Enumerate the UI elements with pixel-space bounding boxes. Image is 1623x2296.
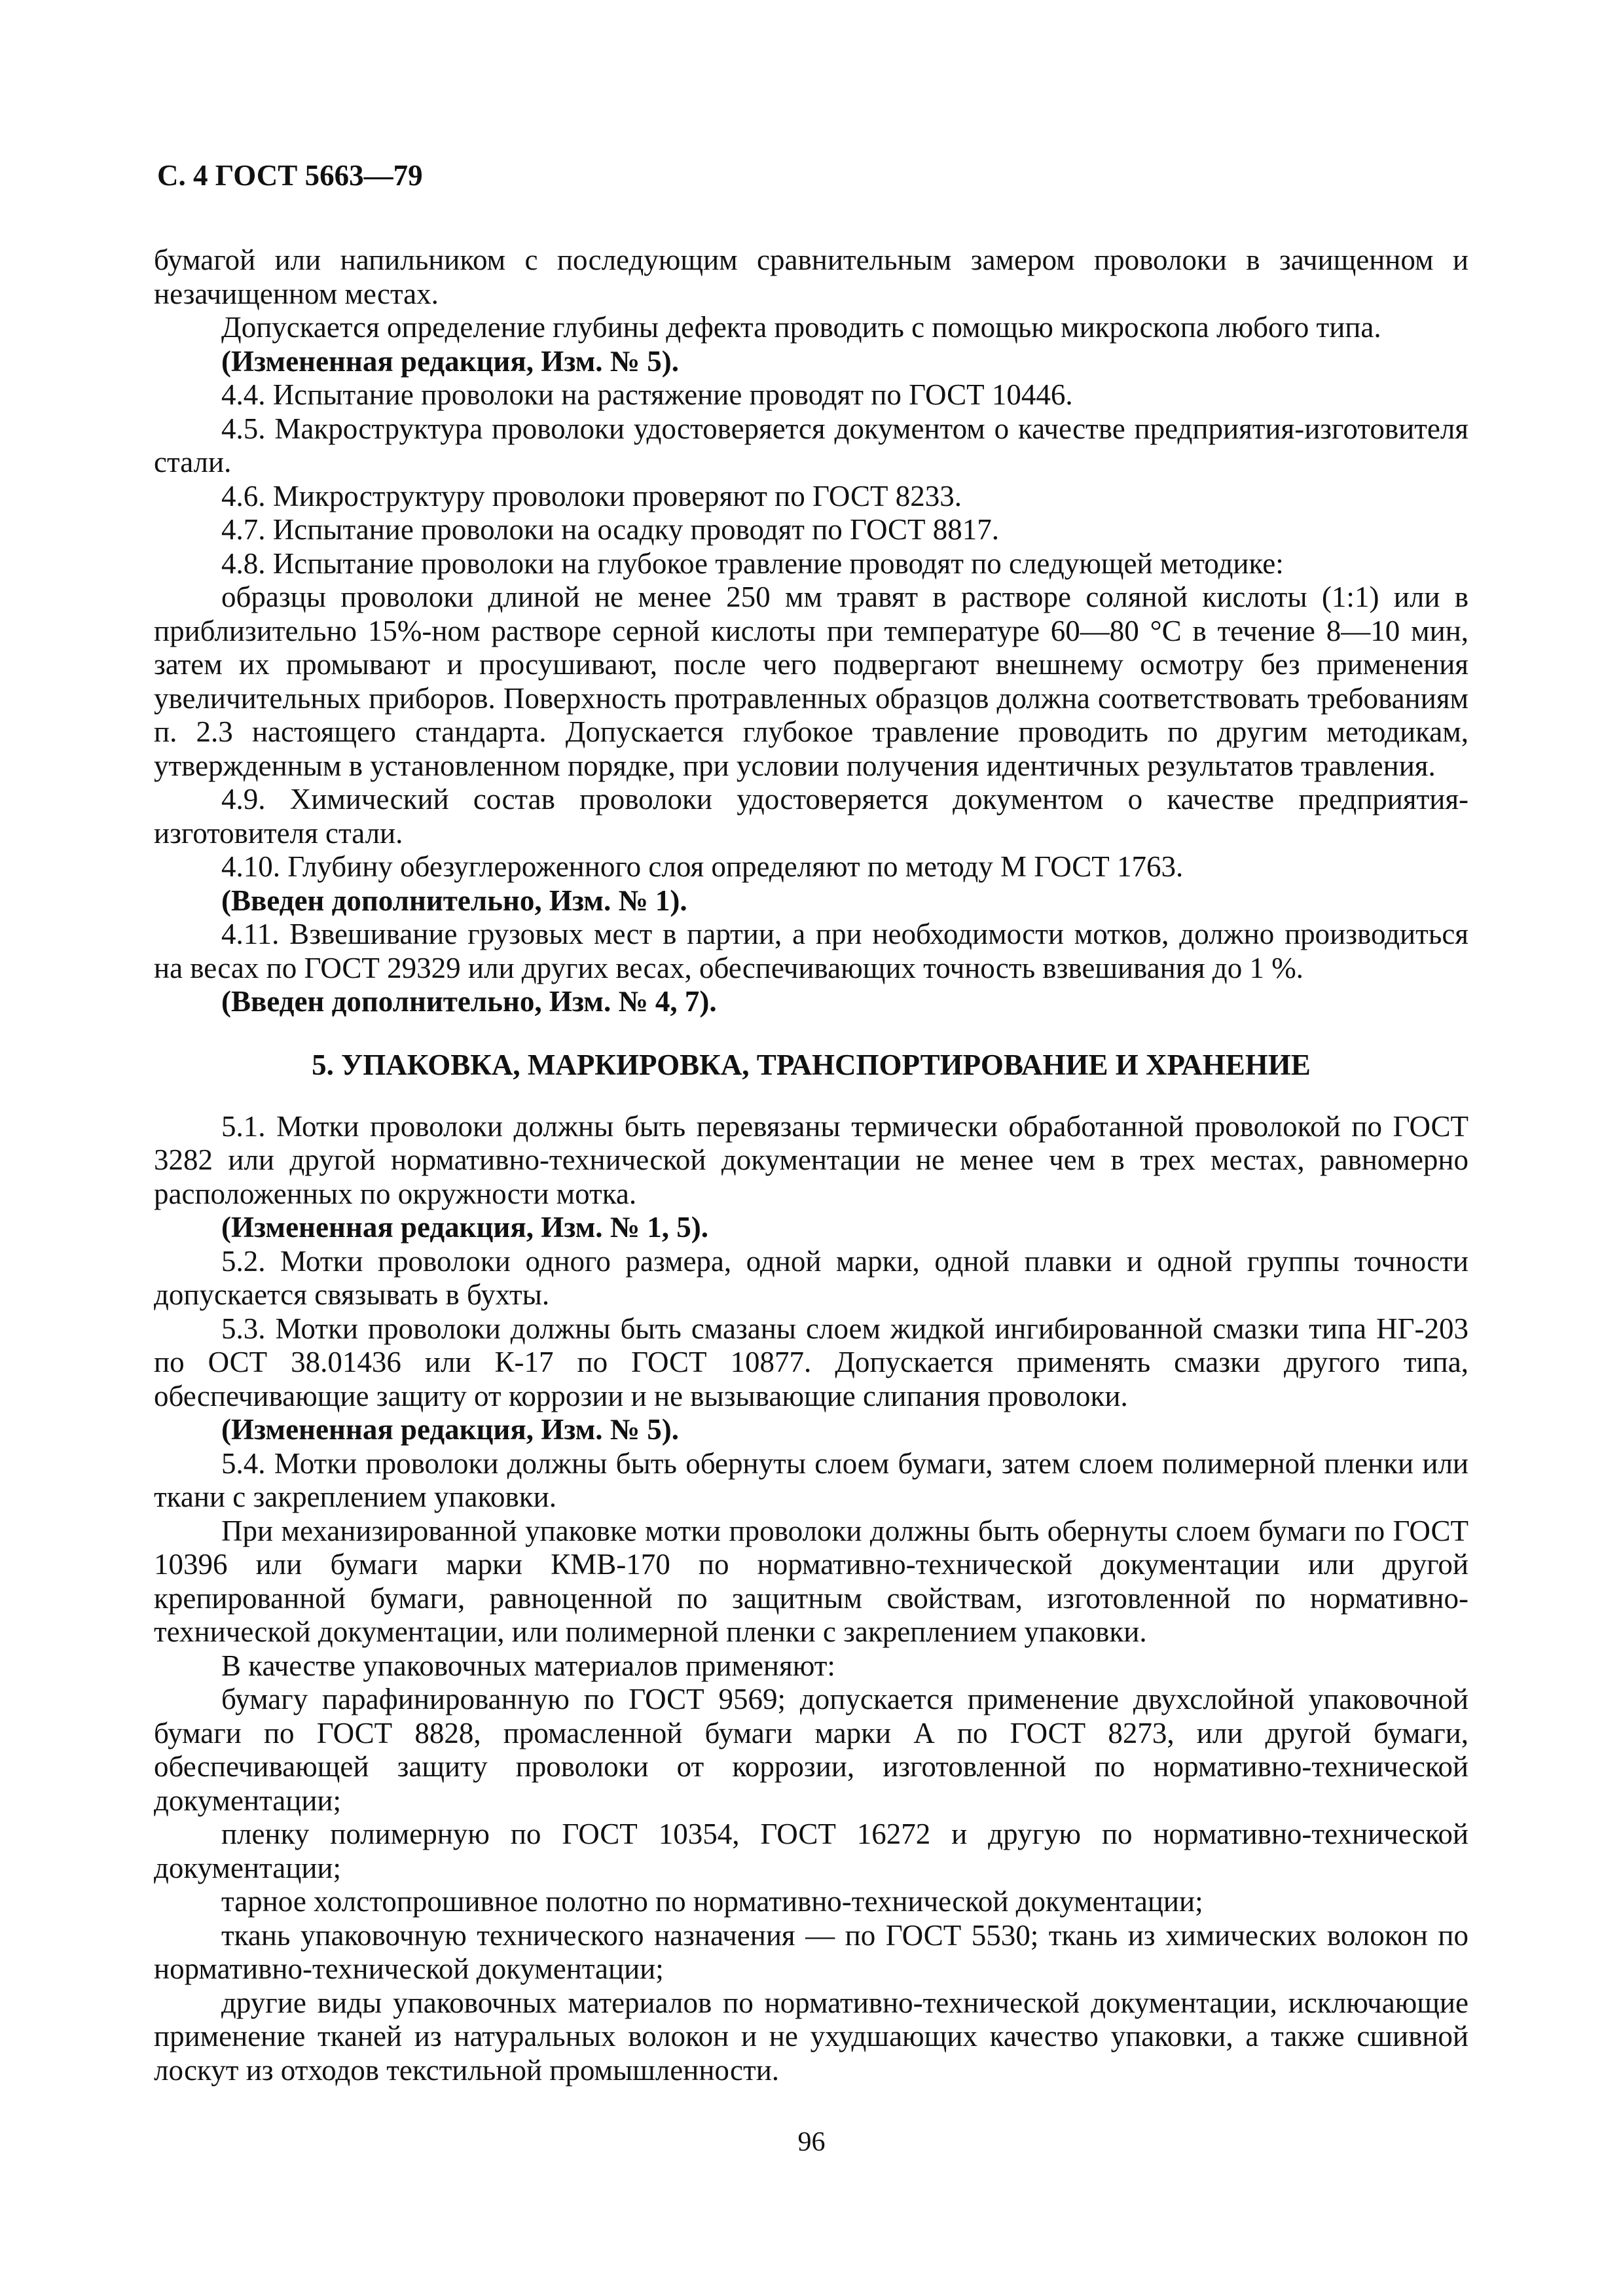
- amendment-note: (Измененная редакция, Изм. № 1, 5).: [221, 1211, 709, 1244]
- clause-4-6: 4.6. Микроструктуру проволоки проверяют по ГОСТ 8233.: [221, 479, 962, 512]
- document-body: [154, 243, 1468, 2087]
- section-5-title: 5. УПАКОВКА, МАРКИРОВКА, ТРАНСПОРТИРОВАНИЕ И ХРАНЕНИЕ: [312, 1048, 1311, 1081]
- paragraph-defect-depth: Допускается определение глубины дефекта проводить с помощью микроскопа любого типа.: [221, 311, 1381, 344]
- clause-5-1: 5.1. Мотки проволоки должны быть перевязаны термически обработанной проволокой по ГОСТ 3282 или другой нормативно-технической документации не менее чем в трех местах, равномерно расположенных по окружности мотка.: [154, 1109, 1468, 1210]
- page-number: 96: [797, 2127, 826, 2157]
- clause-4-11: 4.11. Взвешивание грузовых мест в партии, а при необходимости мотков, должно производиться на весах по ГОСТ 29329 или других весах, обеспечивающих точность взвешивания до 1 %.: [154, 918, 1468, 984]
- clause-4-4: 4.4. Испытание проволоки на растяжение проводят по ГОСТ 10446.: [221, 378, 1073, 411]
- packaging-item-canvas: тарное холстопрошивное полотно по нормативно-технической документации;: [221, 1885, 1203, 1918]
- packaging-item-paper: бумагу парафинированную по ГОСТ 9569; допускается применение двухслойной упаковочной бумаги по ГОСТ 8828, промасленной бумаги марки А по ГОСТ 8273, или другой бумаги, обеспечивающей защиту проволоки от коррозии, изготовленной по нормативно-технической документации;: [154, 1683, 1468, 1817]
- clause-5-3: 5.3. Мотки проволоки должны быть смазаны слоем жидкой ингибированной смазки типа НГ-203 по ОСТ 38.01436 или К-17 по ГОСТ 10877. Допускается применять смазки другого типа, обеспечивающие защиту от коррозии и не вызывающие слипания проволоки.: [154, 1312, 1468, 1412]
- amendment-note: (Введен дополнительно, Изм. № 1).: [221, 884, 687, 917]
- packaging-materials-intro: В качестве упаковочных материалов применяют:: [221, 1649, 835, 1682]
- clause-5-4: 5.4. Мотки проволоки должны быть обернуты слоем бумаги, затем слоем полимерной пленки или ткани с закреплением упаковки.: [154, 1446, 1468, 1513]
- clause-4-5: 4.5. Макроструктура проволоки удостоверяется документом о качестве предприятия-изготовителя стали.: [154, 412, 1468, 478]
- amendment-note: (Измененная редакция, Изм. № 5).: [221, 1413, 680, 1446]
- packaging-item-other: другие виды упаковочных материалов по нормативно-технической документации, исключающие применение тканей из натуральных волокон и не ухудшающих качество упаковки, а также сшивной лоскут из отходов текстильной промышленности.: [154, 1986, 1468, 2087]
- packaging-item-film: пленку полимерную по ГОСТ 10354, ГОСТ 16272 и другую по нормативно-технической документации;: [154, 1818, 1468, 1884]
- clause-5-2: 5.2. Мотки проволоки одного размера, одной марки, одной плавки и одной группы точности допускается связывать в бухты.: [154, 1244, 1468, 1311]
- page-header: С. 4 ГОСТ 5663—79: [157, 159, 423, 192]
- amendment-note: (Введен дополнительно, Изм. № 4, 7).: [221, 985, 717, 1018]
- clause-4-9: 4.9. Химический состав проволоки удостоверяется документом о качестве предприятия-изготовителя стали.: [154, 783, 1468, 850]
- clause-4-10: 4.10. Глубину обезуглероженного слоя определяют по методу М ГОСТ 1763.: [221, 850, 1184, 883]
- amendment-note: (Измененная редакция, Изм. № 5).: [221, 344, 680, 378]
- clause-4-8-method: образцы проволоки длиной не менее 250 мм травят в растворе соляной кислоты (1:1) или в приблизительно 15%-ном растворе серной кислоты при температуре 60—80 °С в течение 8—10 мин, затем их промывают и просушивают, после чего подвергают внешнему осмотру без применения увеличительных приборов. Поверхность протравленных образцов должна соответствовать требованиям п. 2.3 настоящего стандарта. Допускается глубокое травление проводить по другим методикам, утвержденным в установленном порядке, при условии получения идентичных результатов травления.: [154, 581, 1468, 782]
- clause-4-7: 4.7. Испытание проволоки на осадку проводят по ГОСТ 8817.: [221, 513, 999, 546]
- paragraph-continuation: бумагой или напильником с последующим сравнительным замером проволоки в зачищенном и незачищенном местах.: [154, 243, 1468, 310]
- clause-5-4-mechanized: При механизированной упаковке мотки проволоки должны быть обернуты слоем бумаги по ГОСТ 10396 или бумаги марки КМВ-170 по нормативно-технической документации или другой крепированной бумаги, равноценной по защитным свойствам, изготовленной по нормативно-технической документации, или полимерной пленки с закреплением упаковки.: [154, 1514, 1468, 1648]
- packaging-item-fabric: ткань упаковочную технического назначения — по ГОСТ 5530; ткань из химических волокон по нормативно-технической документации;: [154, 1918, 1468, 1985]
- clause-4-8: 4.8. Испытание проволоки на глубокое травление проводят по следующей методике:: [221, 547, 1284, 580]
